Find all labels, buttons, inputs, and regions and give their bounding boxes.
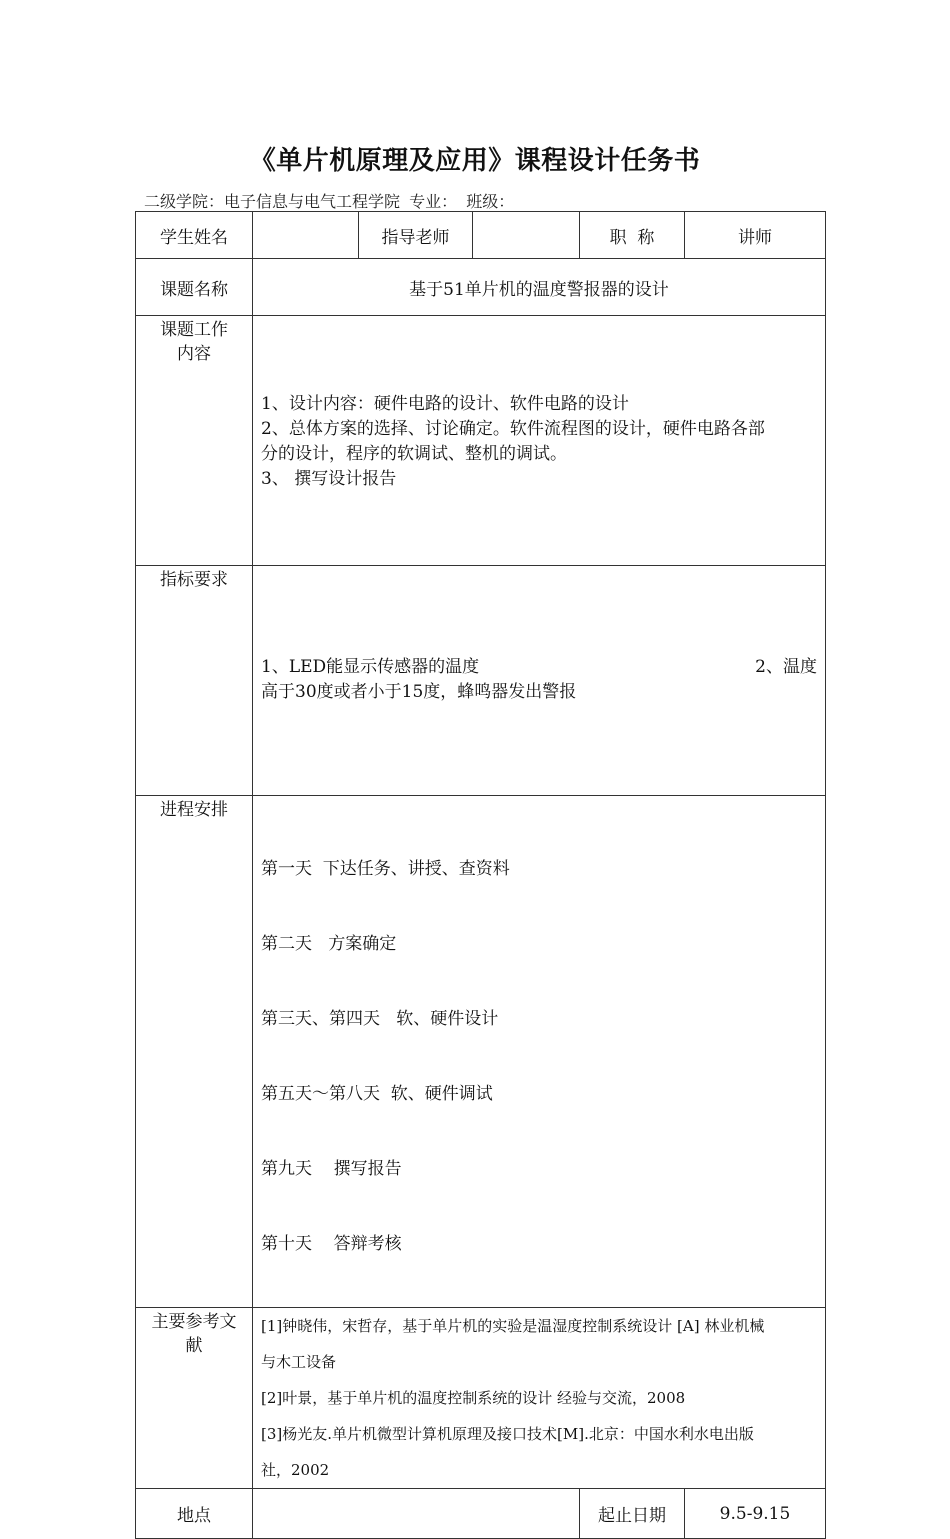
title-rank-label: 职 称 xyxy=(580,212,685,259)
schedule-label: 进程安排 xyxy=(136,796,253,1308)
row-student xyxy=(136,212,826,259)
references-value xyxy=(253,1308,826,1489)
work-line: 2、总体方案的选择、讨论确定。软件流程图的设计，硬件电路各部 xyxy=(261,419,765,439)
references-label xyxy=(136,1308,253,1489)
class-text: 班级： xyxy=(466,192,515,211)
work-line: 分的设计，程序的软调试、整机的调试。 xyxy=(261,444,567,464)
req-line1-right: 2、温度 xyxy=(755,657,817,677)
work-line: 1、设计内容：硬件电路的设计、软件电路的设计 xyxy=(261,394,629,414)
reference-line: [2]叶景，基于单片机的温度控制系统的设计 经验与交流，2008 xyxy=(261,1389,686,1407)
row-topic xyxy=(136,259,826,316)
schedule-line: 第二天 方案确定 xyxy=(261,934,397,954)
major-text: 专业： xyxy=(409,192,458,211)
schedule-line: 第九天 撰写报告 xyxy=(261,1159,402,1179)
row-schedule xyxy=(136,796,826,1308)
schedule-line: 第一天 下达任务、讲授、查资料 xyxy=(261,859,510,879)
location-value xyxy=(253,1489,580,1539)
schedule-value xyxy=(253,796,826,1308)
row-work-content xyxy=(136,316,826,566)
advisor-label: 指导老师 xyxy=(359,212,473,259)
row-requirements xyxy=(136,566,826,796)
reference-line: [3]杨光友.单片机微型计算机原理及接口技术[M].北京：中国水利水电出版 xyxy=(261,1425,754,1443)
student-name-value xyxy=(253,212,359,259)
row-location xyxy=(136,1489,826,1539)
title-rank-value: 讲师 xyxy=(685,212,826,259)
document-subheader xyxy=(144,189,518,212)
task-form-table xyxy=(135,211,826,1539)
reference-line: 与木工设备 xyxy=(261,1353,337,1371)
row-references xyxy=(136,1308,826,1489)
requirements-label: 指标要求 xyxy=(136,566,253,796)
work-content-label xyxy=(136,316,253,566)
date-value: 9.5-9.15 xyxy=(685,1489,826,1539)
requirements-value xyxy=(253,566,826,796)
document-title: 《单片机原理及应用》课程设计任务书 xyxy=(249,146,701,176)
topic-label: 课题名称 xyxy=(136,259,253,316)
refs-label-line1: 主要参考文 xyxy=(151,1312,237,1332)
work-label-line2: 内容 xyxy=(177,344,211,364)
schedule-line: 第三天、第四天 软、硬件设计 xyxy=(261,1009,499,1029)
advisor-value xyxy=(473,212,580,259)
schedule-line: 第十天 答辩考核 xyxy=(261,1234,402,1254)
location-label: 地点 xyxy=(136,1489,253,1539)
work-label-line1: 课题工作 xyxy=(160,320,228,340)
student-name-label: 学生姓名 xyxy=(136,212,253,259)
college-text: 二级学院：电子信息与电气工程学院 xyxy=(144,192,401,211)
req-line1-left: 1、LED能显示传感器的温度 xyxy=(261,657,480,677)
refs-label-line2: 献 xyxy=(185,1336,203,1356)
req-line2: 高于30度或者小于15度，蜂鸣器发出警报 xyxy=(261,682,577,702)
topic-value: 基于51单片机的温度警报器的设计 xyxy=(253,259,826,316)
work-content-value xyxy=(253,316,826,566)
reference-line: [1]钟晓伟，宋哲存，基于单片机的实验是温湿度控制系统设计 [A] 林业机械 xyxy=(261,1317,765,1335)
schedule-line: 第五天～第八天 软、硬件调试 xyxy=(261,1084,493,1104)
work-line: 3、 撰写设计报告 xyxy=(261,469,397,489)
date-label: 起止日期 xyxy=(580,1489,685,1539)
reference-line: 社，2002 xyxy=(261,1461,330,1479)
